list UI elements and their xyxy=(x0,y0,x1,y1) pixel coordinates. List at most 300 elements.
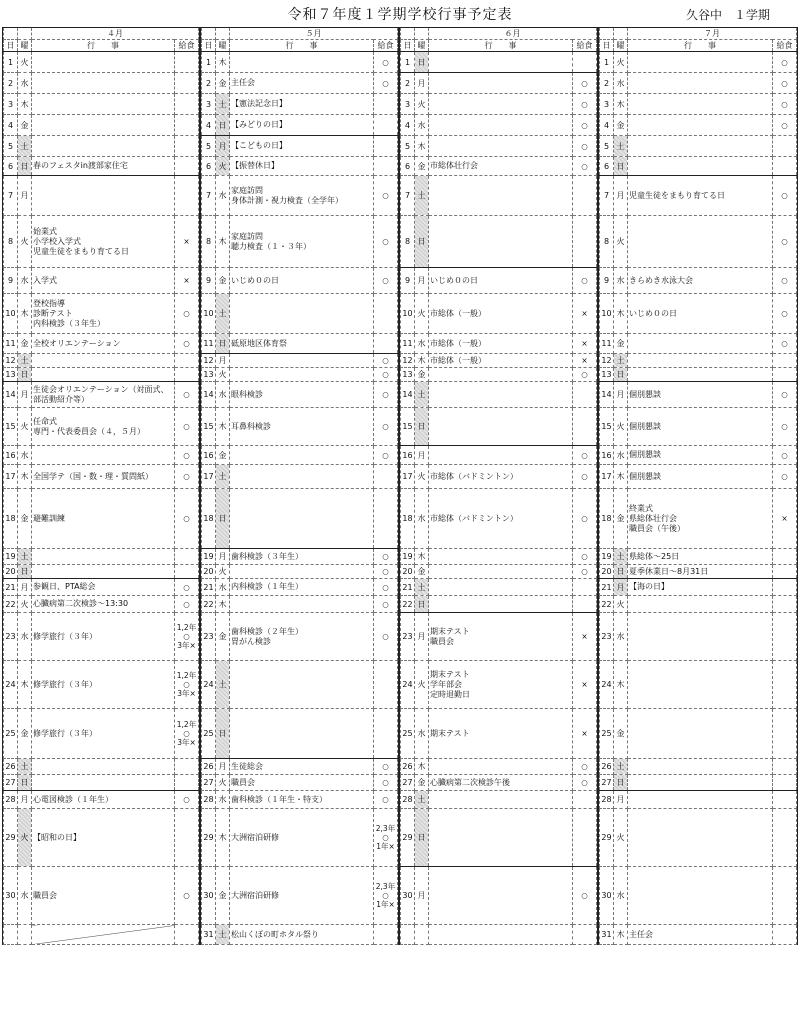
month-column xyxy=(201,27,400,945)
lunch-cell: ○ xyxy=(175,465,199,489)
day-row xyxy=(401,661,597,709)
lunch-cell xyxy=(175,565,199,579)
day-number: 20 xyxy=(4,565,18,579)
day-number: 19 xyxy=(4,549,18,565)
day-header: 日 xyxy=(401,40,415,52)
weekday-cell: 日 xyxy=(614,565,628,579)
lunch-cell: ○ xyxy=(773,268,797,294)
day-number: 22 xyxy=(4,596,18,613)
month-column xyxy=(2,27,201,945)
lunch-cell: × xyxy=(573,709,597,759)
weekday-cell: 木 xyxy=(216,596,230,613)
day-row xyxy=(600,759,797,775)
lunch-cell xyxy=(175,809,199,867)
day-row xyxy=(401,565,597,579)
day-row xyxy=(202,867,398,925)
day-number: 23 xyxy=(401,613,415,661)
event-cell xyxy=(429,446,573,465)
lunch-cell: ○ xyxy=(773,382,797,408)
lunch-cell: × xyxy=(573,661,597,709)
day-number: 26 xyxy=(600,759,614,775)
lunch-cell xyxy=(374,661,398,709)
lunch-cell: ○ xyxy=(374,613,398,661)
weekday-cell: 水 xyxy=(415,709,429,759)
day-number: 6 xyxy=(600,157,614,176)
weekday-cell: 木 xyxy=(614,465,628,489)
event-cell: 生徒会オリエンテーション（対面式、部活動紹介等） xyxy=(32,382,175,408)
day-number: 24 xyxy=(202,661,216,709)
day-number: 19 xyxy=(202,549,216,565)
weekday-cell: 火 xyxy=(216,157,230,176)
weekday-header: 曜 xyxy=(415,40,429,52)
day-number: 7 xyxy=(202,176,216,216)
day-number: 6 xyxy=(401,157,415,176)
event-cell xyxy=(32,136,175,157)
day-number: 20 xyxy=(600,565,614,579)
day-row xyxy=(4,382,199,408)
day-row xyxy=(202,661,398,709)
weekday-cell: 月 xyxy=(415,446,429,465)
lunch-header: 給食 xyxy=(773,40,797,52)
day-row xyxy=(401,157,597,176)
lunch-cell xyxy=(374,115,398,136)
weekday-cell: 火 xyxy=(18,52,32,73)
event-cell: 個別懇談 xyxy=(628,408,773,446)
weekday-cell: 日 xyxy=(614,775,628,791)
day-number: 21 xyxy=(202,579,216,596)
event-cell xyxy=(628,94,773,115)
lunch-cell: ○ xyxy=(573,368,597,382)
event-header: 行 事 xyxy=(230,40,374,52)
weekday-cell: 月 xyxy=(18,791,32,809)
day-row xyxy=(401,791,597,809)
month-table xyxy=(400,27,597,945)
event-cell xyxy=(230,52,374,73)
day-row xyxy=(4,549,199,565)
day-row xyxy=(401,368,597,382)
day-row xyxy=(4,157,199,176)
lunch-cell: × xyxy=(175,268,199,294)
day-number: 9 xyxy=(4,268,18,294)
weekday-cell: 日 xyxy=(415,216,429,268)
lunch-cell: ○ xyxy=(374,565,398,579)
lunch-cell xyxy=(773,136,797,157)
lunch-cell: ○ xyxy=(573,867,597,925)
weekday-cell: 日 xyxy=(216,334,230,354)
lunch-cell: ○ xyxy=(374,408,398,446)
weekday-cell: 火 xyxy=(216,775,230,791)
weekday-cell: 火 xyxy=(18,408,32,446)
lunch-cell: ○ xyxy=(374,549,398,565)
lunch-cell: ○ xyxy=(374,791,398,809)
lunch-cell: ○ xyxy=(175,334,199,354)
lunch-cell xyxy=(573,382,597,408)
day-row xyxy=(4,709,199,759)
weekday-cell: 火 xyxy=(18,809,32,867)
event-cell xyxy=(32,775,175,791)
day-row xyxy=(600,775,797,791)
weekday-cell: 水 xyxy=(614,446,628,465)
lunch-cell xyxy=(374,157,398,176)
day-row xyxy=(4,176,199,216)
day-row xyxy=(4,579,199,596)
weekday-cell: 水 xyxy=(614,73,628,94)
day-row xyxy=(4,465,199,489)
event-cell xyxy=(32,115,175,136)
day-row xyxy=(202,176,398,216)
weekday-cell: 土 xyxy=(216,925,230,945)
weekday-cell: 月 xyxy=(614,791,628,809)
weekday-cell: 木 xyxy=(614,294,628,334)
weekday-cell: 日 xyxy=(415,596,429,613)
day-number: 29 xyxy=(600,809,614,867)
weekday-cell: 水 xyxy=(614,268,628,294)
event-cell: 歯科検診（２年生） 胃がん検診 xyxy=(230,613,374,661)
weekday-cell: 火 xyxy=(415,294,429,334)
event-cell: 職員会 xyxy=(32,867,175,925)
lunch-cell: ○ xyxy=(175,579,199,596)
day-number: 15 xyxy=(202,408,216,446)
day-number: 28 xyxy=(401,791,415,809)
day-row xyxy=(401,94,597,115)
event-cell xyxy=(628,759,773,775)
event-cell xyxy=(429,408,573,446)
day-row xyxy=(600,334,797,354)
lunch-cell xyxy=(773,157,797,176)
lunch-cell: ○ xyxy=(573,73,597,94)
event-cell xyxy=(628,867,773,925)
lunch-cell: ○ xyxy=(773,94,797,115)
weekday-cell: 月 xyxy=(415,268,429,294)
day-row xyxy=(401,809,597,867)
weekday-cell: 土 xyxy=(415,579,429,596)
day-number: 30 xyxy=(4,867,18,925)
day-number: 25 xyxy=(202,709,216,759)
event-cell xyxy=(230,446,374,465)
weekday-cell: 火 xyxy=(216,565,230,579)
event-cell: 【海の日】 xyxy=(628,579,773,596)
day-number: 28 xyxy=(202,791,216,809)
day-row xyxy=(401,73,597,94)
event-cell xyxy=(32,925,175,945)
day-number: 4 xyxy=(202,115,216,136)
day-number: 16 xyxy=(4,446,18,465)
event-cell xyxy=(230,565,374,579)
day-row xyxy=(202,368,398,382)
lunch-cell: ○ xyxy=(573,775,597,791)
weekday-cell: 木 xyxy=(415,136,429,157)
day-row xyxy=(202,446,398,465)
day-number: 15 xyxy=(401,408,415,446)
lunch-header: 給食 xyxy=(374,40,398,52)
event-cell: 春のフェスタin渡部家住宅 xyxy=(32,157,175,176)
weekday-cell: 月 xyxy=(614,176,628,216)
lunch-cell: ○ xyxy=(773,73,797,94)
day-row xyxy=(401,579,597,596)
day-row xyxy=(600,661,797,709)
day-number: 23 xyxy=(600,613,614,661)
lunch-cell xyxy=(573,809,597,867)
lunch-cell xyxy=(773,775,797,791)
day-number: 28 xyxy=(600,791,614,809)
day-number: 5 xyxy=(401,136,415,157)
weekday-cell: 水 xyxy=(18,73,32,94)
weekday-cell: 土 xyxy=(18,136,32,157)
event-cell: 家庭訪問 身体計測・視力検査（全学年） xyxy=(230,176,374,216)
event-cell: 心電図検診（１年生） xyxy=(32,791,175,809)
day-row xyxy=(401,268,597,294)
day-row xyxy=(4,52,199,73)
day-row xyxy=(401,354,597,368)
event-cell xyxy=(429,176,573,216)
event-cell: 県総体～25日 xyxy=(628,549,773,565)
day-number: 26 xyxy=(4,759,18,775)
day-row xyxy=(600,52,797,73)
event-cell: 市総体（一般） xyxy=(429,334,573,354)
day-number: 30 xyxy=(202,867,216,925)
lunch-cell: ○ xyxy=(773,334,797,354)
lunch-cell xyxy=(175,73,199,94)
day-number xyxy=(401,925,415,945)
day-header: 日 xyxy=(4,40,18,52)
lunch-cell xyxy=(773,565,797,579)
lunch-cell xyxy=(773,709,797,759)
day-number: 13 xyxy=(401,368,415,382)
event-cell: 【振替休日】 xyxy=(230,157,374,176)
weekday-cell: 土 xyxy=(614,354,628,368)
event-cell: 家庭訪問 聴力検査（１・３年） xyxy=(230,216,374,268)
weekday-cell: 土 xyxy=(614,136,628,157)
day-row xyxy=(600,157,797,176)
lunch-cell: ○ xyxy=(374,354,398,368)
day-row xyxy=(600,925,797,945)
weekday-cell: 金 xyxy=(18,334,32,354)
lunch-cell: ○ xyxy=(374,775,398,791)
day-number: 11 xyxy=(401,334,415,354)
lunch-cell: × xyxy=(773,489,797,549)
event-cell: 心臓病第二次検診～13:30 xyxy=(32,596,175,613)
weekday-header: 曜 xyxy=(614,40,628,52)
weekday-cell: 火 xyxy=(415,465,429,489)
day-row xyxy=(600,613,797,661)
day-number: 10 xyxy=(600,294,614,334)
day-number: 4 xyxy=(401,115,415,136)
day-number: 1 xyxy=(202,52,216,73)
day-row xyxy=(401,596,597,613)
day-row xyxy=(202,294,398,334)
lunch-cell: ○ xyxy=(773,115,797,136)
day-number: 16 xyxy=(600,446,614,465)
day-number: 25 xyxy=(401,709,415,759)
day-row xyxy=(600,408,797,446)
weekday-cell: 木 xyxy=(614,94,628,115)
event-cell xyxy=(32,549,175,565)
lunch-cell xyxy=(773,867,797,925)
weekday-cell: 火 xyxy=(614,52,628,73)
day-number: 8 xyxy=(401,216,415,268)
day-number: 18 xyxy=(4,489,18,549)
lunch-cell xyxy=(374,709,398,759)
event-cell xyxy=(230,489,374,549)
day-row xyxy=(202,613,398,661)
day-row xyxy=(202,408,398,446)
event-cell: 始業式 小学校入学式 児童生徒をまもり育てる日 xyxy=(32,216,175,268)
weekday-cell: 水 xyxy=(415,489,429,549)
day-number: 18 xyxy=(401,489,415,549)
event-cell: 避難訓練 xyxy=(32,489,175,549)
day-number: 4 xyxy=(4,115,18,136)
day-row xyxy=(600,489,797,549)
event-cell: 大洲宿泊研修 xyxy=(230,809,374,867)
month-table xyxy=(201,27,398,945)
day-number: 30 xyxy=(401,867,415,925)
lunch-cell: ○ xyxy=(573,268,597,294)
day-row xyxy=(4,115,199,136)
day-row xyxy=(4,216,199,268)
weekday-cell: 木 xyxy=(18,294,32,334)
day-row xyxy=(600,354,797,368)
event-header: 行 事 xyxy=(32,40,175,52)
lunch-cell xyxy=(374,294,398,334)
weekday-cell: 木 xyxy=(415,549,429,565)
lunch-cell xyxy=(374,465,398,489)
lunch-cell: ○ xyxy=(573,136,597,157)
day-number: 8 xyxy=(4,216,18,268)
day-row xyxy=(202,759,398,775)
weekday-cell: 火 xyxy=(415,661,429,709)
day-header: 日 xyxy=(600,40,614,52)
weekday-cell: 日 xyxy=(614,157,628,176)
weekday-cell: 土 xyxy=(614,759,628,775)
event-cell xyxy=(628,354,773,368)
lunch-cell xyxy=(175,176,199,216)
weekday-cell: 木 xyxy=(216,408,230,446)
lunch-cell xyxy=(773,791,797,809)
lunch-cell: ○ xyxy=(573,446,597,465)
day-number: 10 xyxy=(202,294,216,334)
lunch-cell xyxy=(374,334,398,354)
event-cell: 期末テスト xyxy=(429,709,573,759)
day-row xyxy=(4,565,199,579)
day-row xyxy=(4,809,199,867)
lunch-cell: ○ xyxy=(175,294,199,334)
weekday-cell: 木 xyxy=(614,661,628,709)
lunch-cell xyxy=(374,489,398,549)
day-number: 19 xyxy=(401,549,415,565)
day-number: 2 xyxy=(401,73,415,94)
day-row xyxy=(202,136,398,157)
weekday-cell: 日 xyxy=(18,368,32,382)
lunch-cell xyxy=(175,115,199,136)
event-cell: 参観日、PTA総会 xyxy=(32,579,175,596)
event-cell: 主任会 xyxy=(628,925,773,945)
event-cell: 夏季休業日～8月31日 xyxy=(628,565,773,579)
day-row xyxy=(202,596,398,613)
event-cell xyxy=(429,925,573,945)
weekday-cell: 日 xyxy=(18,565,32,579)
weekday-cell: 土 xyxy=(216,465,230,489)
weekday-header: 曜 xyxy=(216,40,230,52)
weekday-cell: 日 xyxy=(216,709,230,759)
weekday-cell: 火 xyxy=(614,809,628,867)
day-number: 17 xyxy=(4,465,18,489)
day-row xyxy=(401,465,597,489)
weekday-cell: 金 xyxy=(216,867,230,925)
day-number: 18 xyxy=(600,489,614,549)
day-number: 6 xyxy=(4,157,18,176)
day-row xyxy=(600,268,797,294)
day-row xyxy=(202,216,398,268)
day-number: 22 xyxy=(401,596,415,613)
weekday-cell: 日 xyxy=(216,489,230,549)
lunch-cell: ○ xyxy=(573,115,597,136)
day-number: 13 xyxy=(4,368,18,382)
weekday-cell: 木 xyxy=(18,661,32,709)
event-cell: 終業式 県総体壮行会 職員会（午後） xyxy=(628,489,773,549)
day-number: 3 xyxy=(4,94,18,115)
day-row xyxy=(202,382,398,408)
day-row xyxy=(4,73,199,94)
month-name: ７月 xyxy=(628,28,797,40)
day-number: 5 xyxy=(202,136,216,157)
day-row xyxy=(600,565,797,579)
lunch-cell: × xyxy=(573,613,597,661)
lunch-cell: ○ xyxy=(573,157,597,176)
weekday-cell: 金 xyxy=(614,115,628,136)
lunch-cell xyxy=(175,52,199,73)
event-cell xyxy=(32,176,175,216)
day-number: 3 xyxy=(401,94,415,115)
weekday-header: 曜 xyxy=(18,40,32,52)
weekday-cell: 木 xyxy=(415,759,429,775)
event-cell xyxy=(429,596,573,613)
day-number: 12 xyxy=(600,354,614,368)
event-cell xyxy=(32,94,175,115)
lunch-cell xyxy=(175,775,199,791)
lunch-cell: ○ xyxy=(175,791,199,809)
lunch-cell: ○ xyxy=(374,268,398,294)
weekday-cell: 月 xyxy=(216,136,230,157)
day-number: 12 xyxy=(401,354,415,368)
weekday-cell: 月 xyxy=(18,176,32,216)
day-row xyxy=(600,294,797,334)
day-row xyxy=(4,294,199,334)
weekday-cell: 日 xyxy=(415,408,429,446)
event-cell: 大洲宿泊研修 xyxy=(230,867,374,925)
event-cell: 市総体（バドミントン） xyxy=(429,465,573,489)
weekday-cell: 水 xyxy=(18,867,32,925)
day-row xyxy=(401,382,597,408)
event-cell: 修学旅行（３年） xyxy=(32,709,175,759)
weekday-cell: 水 xyxy=(415,334,429,354)
event-cell: 生徒総会 xyxy=(230,759,374,775)
day-row xyxy=(600,709,797,759)
day-number: 2 xyxy=(600,73,614,94)
day-row xyxy=(600,809,797,867)
day-number: 9 xyxy=(600,268,614,294)
school-term-label: 久谷中 １学期 xyxy=(685,8,770,22)
weekday-cell: 火 xyxy=(18,216,32,268)
lunch-cell: × xyxy=(573,354,597,368)
lunch-cell: ○ xyxy=(374,52,398,73)
event-cell xyxy=(628,115,773,136)
day-row xyxy=(202,565,398,579)
month-name: ５月 xyxy=(230,28,398,40)
day-number: 22 xyxy=(202,596,216,613)
day-number: 7 xyxy=(4,176,18,216)
lunch-cell xyxy=(573,579,597,596)
day-row xyxy=(4,334,199,354)
